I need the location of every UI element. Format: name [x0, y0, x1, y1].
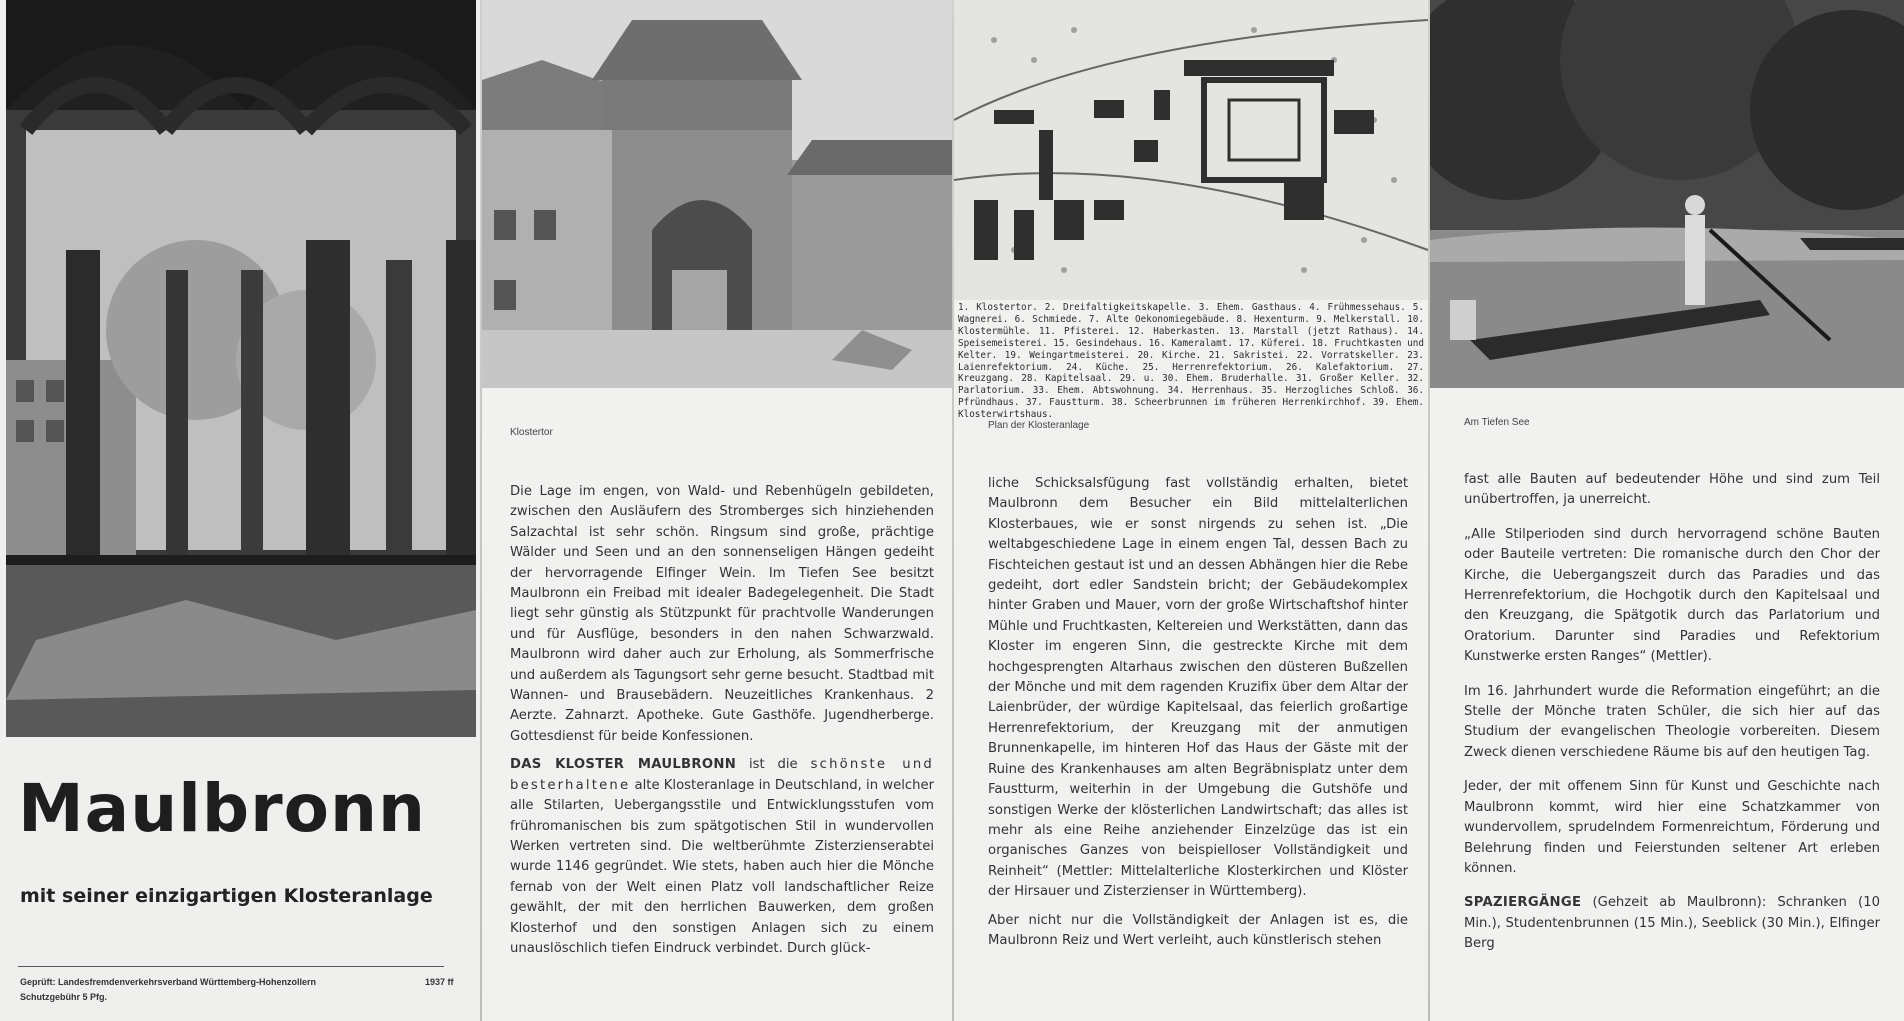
walks-text: (Gehzeit ab Maulbronn): Schranken (10 Min.), Studentenbrunnen (15 Min.), Seeblick (30 Min.), Elfinger Berg	[1464, 895, 1880, 952]
plan-legend: 1. Klostertor. 2. Dreifaltigkeitskapelle. 3. Ehem. Gasthaus. 4. Frühmessehaus. 5. Wagnerei. 6. Schmiede. 7. Alte Oekonomiegebäude. 8. Hexenturm. 9. Melkerstall. 10. Klostermühle. 11. Pfisterei. 12. Haberkasten. 13. Marstall (jetzt Rathaus). 14. Speisemeisterei. 15. Gesindehaus. 16. Kameralamt. 17. Küferei. 18. Fruchtkasten und Kelter. 19. Weingartmeisterei. 20. Kirche. 21. Sakristei. 22. Vorratskeller. 23. Laienrefektorium. 24. Küche. 25. Herrenrefektorium. 26. Kalefaktorium. 27. Kreuzgang. 28. Kapitelsaal. 29. u. 30. Ehem. Bruderhalle. 31. Großer Keller. 32. Parlatorium. 33. Ehem. Abtswohnung. 34. Herrenhaus. 35. Herzogliches Schloß. 36. Pfründhaus. 37. Faustturm. 38. Scheerbrunnen im früheren Herrenkirchhof. 39. Ehem. Klosterwirtshaus.	[958, 302, 1424, 421]
history-paragraph: liche Schicksalsfügung fast vollständig erhalten, bietet Maulbronn dem Besucher ein Bild mittelalterlichen Klosterbaues, wie er sonst nirgends zu sehen ist. „Die weltabgeschiedene Lage in einem engen Tal, dessen Bach zu Fischteichen gestaut ist und an dessen Abhängen hier die Rebe gedeiht, dort edler Sandstein bricht; der Gebäudekomplex hinter Graben und Mauer, vorn der große Wirtschaftshof hinter Mühle und Fruchtkasten, Keltereien und Werkstätten, dann das Kloster im engeren Sinn, die gestreckte Kirche mit dem hochgesprengten Altarhaus zwischen den düsteren Bußzellen der Mönche und mit dem ragenden Kruzifix über dem Altar der Laienbrüder, der würdige Kapitelsaal, das feierlich großartige Herrenrefektorium, der Kreuzgang mit der anmutigen Brunnenkapelle, im hinteren Hof das Haus der Gäste mit der Ruine des Krankenhauses am alten Begräbnisplatz unter dem Faustturm, weiterhin in der Umgebung die Gutshöfe und sonstigen Werke der klösterlichen Landwirtschaft; das alles ist mehr als eine Reihe anziehender Einzelzüge das ist ein organisches Ganzes von beispielloser Vollständigkeit und Reinheit“ (Mettler: Mittelalterliche Klosterkirchen und Klöster der Hirsauer und Zisterzienser in Württemberg).	[988, 476, 1408, 900]
cover-price-note: Schutzgebühr 5 Pfg.	[20, 992, 108, 1002]
cover-divider	[18, 966, 444, 967]
closing-paragraph: Jeder, der mit offenem Sinn für Kunst und Geschichte nach Maulbronn kommt, wird hier eine Schatzkammer von wundervollem, sprudelndem Formenreichtum, Förderung und Belehrung finden und Feierstunden seltener Art erleben können.	[1464, 779, 1880, 876]
intro-paragraph: Die Lage im engen, von Wald- und Rebenhügeln gebildeten, zwischen den Ausläufern des Stromberges sich hinziehenden Salzachtal ist sehr schön. Ringsum sind große, prächtige Wälder und Seen und an den sonnenseligen Hängen gedeiht der hervorragende Elfinger Wein. Im Tiefen See besitzt Maulbronn ein Freibad mit idealer Badegelegenheit. Die Stadt liegt sehr günstig als Stützpunkt für prachtvolle Wanderungen und für Ausflüge, besonders in den nahen Schwarzwald. Maulbronn wird daher auch zur Erholung, als Sommerfrische und außerdem als Tagungsort sehr gerne besucht. Stadtbad mit Wannen- und Brausebädern. Neuzeitliches Krankenhaus. 2 Aerzte. Zahnarzt. Apotheke. Gute Gasthöfe. Jugendherberge. Gottesdienst für beide Konfessionen.	[510, 484, 934, 744]
reformation-paragraph: Im 16. Jahrhundert wurde die Reformation eingeführt; an die Stelle der Mönche traten Schüler, die sich hier auf das Studium der evangelischen Theologie vorbereiten. Diesem Zweck dienen verschiedene Räume bis auf den heutigen Tag.	[1464, 683, 1880, 760]
panel-plan	[954, 0, 1428, 1021]
panel-klostertor	[482, 0, 952, 1021]
cover-panel	[0, 0, 480, 1021]
panel-tiefen-see	[1430, 0, 1904, 1021]
cover-subtitle: mit seiner einzigartigen Klosteranlage	[20, 885, 433, 907]
cover-year: 1937 ff	[425, 977, 454, 987]
photo-caption-lake: Am Tiefen See	[1464, 417, 1530, 428]
kloster-heading: DAS KLOSTER MAULBRONN	[510, 757, 737, 773]
kloster-text-1: ist die	[736, 757, 811, 773]
walks-paragraph	[1464, 893, 1880, 954]
klostertor-photo	[482, 0, 952, 388]
walks-heading: SPAZIERGÄNGE	[1464, 895, 1582, 911]
photo-caption-klostertor: Klostertor	[510, 427, 553, 438]
cover-title: Maulbronn	[18, 770, 426, 847]
panel3-body	[988, 474, 1408, 959]
value-paragraph: Aber nicht nur die Vollständigkeit der Anlagen ist es, die Maulbronn Reiz und Wert verleiht, auch künstlerisch stehen	[988, 912, 1408, 948]
kloster-emphasis: schönste und besterhaltene	[510, 757, 934, 793]
stilperioden-quote: „Alle Stilperioden sind durch hervorragend schöne Bauten oder Bauteile vertreten: Die romanische durch den Chor der Kirche, die Uebergangszeit durch das Paradies und das Herrenrefektorium, die Hochgotik durch den Kapitelsaal und den Kreuzgang, die Spätgotik durch das Parlatorium und Oratorium. Darunter sind Paradies und Refektorium Kunstwerke ersten Ranges“ (Mettler).	[1464, 526, 1880, 665]
style-intro-paragraph: fast alle Bauten auf bedeutender Höhe und sind zum Teil unübertroffen, ja unerreicht.	[1464, 472, 1880, 508]
panel2-body	[510, 482, 934, 967]
monastery-site-plan	[954, 0, 1428, 300]
photo-caption-plan: Plan der Klosteranlage	[988, 420, 1090, 431]
kloster-paragraph	[510, 755, 934, 959]
lake-photo	[1430, 0, 1904, 388]
cover-approval-note: Geprüft: Landesfremdenverkehrsverband Württemberg-Hohenzollern	[20, 977, 317, 987]
cloister-arcade-photo	[6, 0, 476, 737]
kloster-text-2: alte Klosteranlage in Deutschland, in welcher alle Stilarten, Uebergangsstile und Entwicklungsstufen vom frühromanischen bis zum spätgotischen Stil in wundervollen Werken vertreten sind. Die weltberühmte Zisterzienserabtei wurde 1146 gegründet. Wie stets, haben auch hier die Mönche fernab von der Welt einen Platz voll landschaftlicher Reize gewählt, der mit den herrlichen Bauwerken, dem großen Klosterhof und den sonstigen Anlagen sich zu einem unauslöschlich tiefen Eindruck verbindet. Durch glück-	[510, 777, 934, 956]
panel4-body	[1464, 470, 1880, 963]
